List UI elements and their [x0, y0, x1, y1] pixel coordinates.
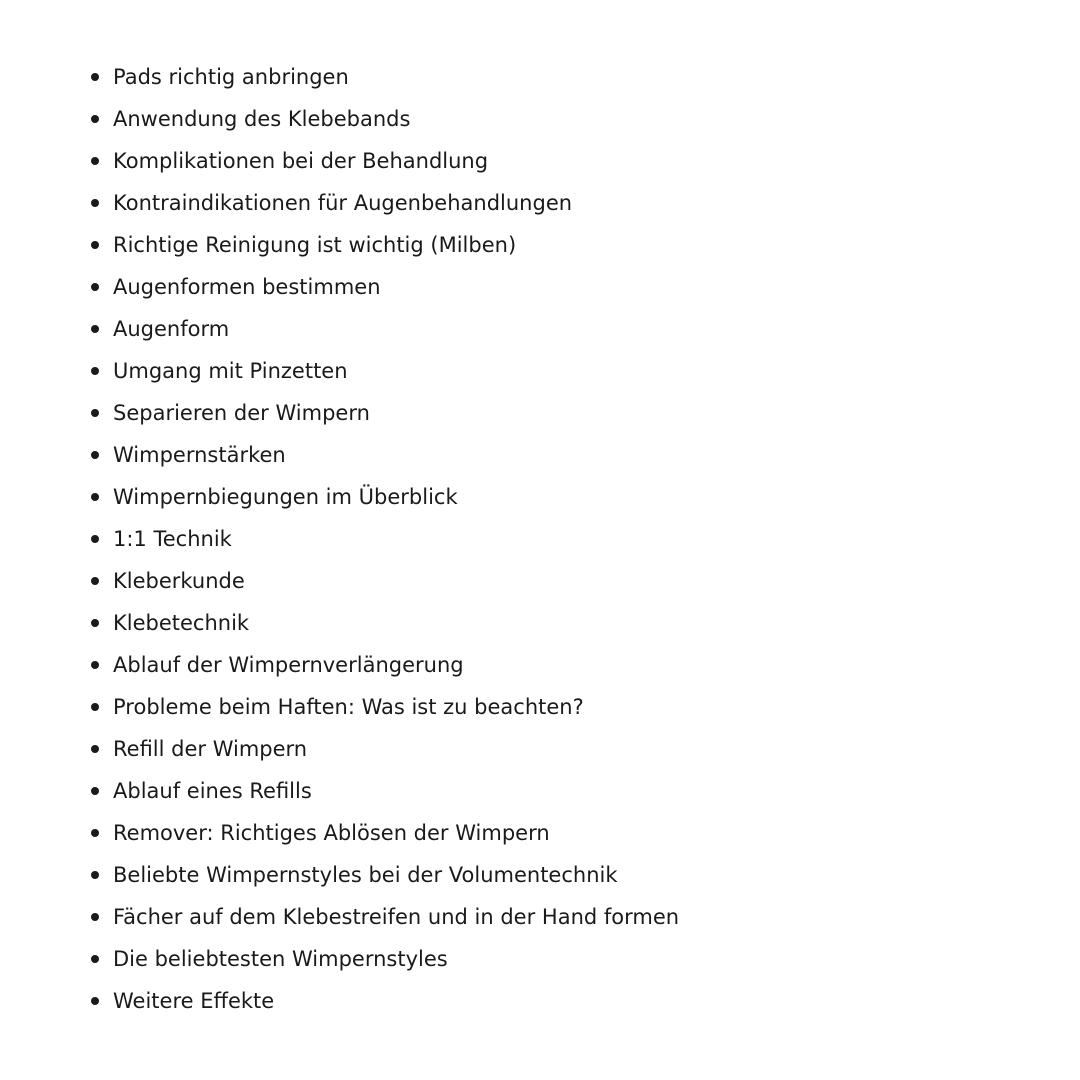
- list-item: [0, 938, 679, 980]
- list-item-text: Weitere Effekte: [113, 989, 275, 1013]
- list-item-text: Kontraindikationen für Augenbehandlungen: [113, 191, 573, 215]
- list-item-text: Wimpernstärken: [113, 443, 286, 467]
- list-item: [0, 182, 679, 224]
- list-item-text: Die beliebtesten Wimpernstyles: [113, 947, 448, 971]
- list-item: [0, 308, 679, 350]
- list-item: [0, 476, 679, 518]
- list-item-text: Beliebte Wimpernstyles bei der Volumentechnik: [113, 863, 618, 887]
- bullet-icon: [91, 703, 99, 711]
- list-item-text: Wimpernbiegungen im Überblick: [113, 485, 458, 509]
- list-item: [0, 560, 679, 602]
- list-item-text: Ablauf eines Refills: [113, 779, 312, 803]
- list-item: [0, 98, 679, 140]
- topic-list: [0, 56, 679, 1022]
- bullet-icon: [91, 745, 99, 753]
- bullet-icon: [91, 409, 99, 417]
- list-item: [0, 980, 679, 1022]
- list-item-text: Probleme beim Haften: Was ist zu beachten?: [113, 695, 584, 719]
- list-item: [0, 686, 679, 728]
- list-item-text: Umgang mit Pinzetten: [113, 359, 348, 383]
- bullet-icon: [91, 871, 99, 879]
- list-item-text: Augenformen bestimmen: [113, 275, 381, 299]
- list-item-text: Pads richtig anbringen: [113, 65, 349, 89]
- list-item: [0, 770, 679, 812]
- bullet-icon: [91, 829, 99, 837]
- bullet-icon: [91, 325, 99, 333]
- bullet-icon: [91, 787, 99, 795]
- list-item-text: Komplikationen bei der Behandlung: [113, 149, 489, 173]
- list-item-text: Kleberkunde: [113, 569, 245, 593]
- list-item-text: Remover: Richtiges Ablösen der Wimpern: [113, 821, 550, 845]
- bullet-icon: [91, 451, 99, 459]
- bullet-icon: [91, 535, 99, 543]
- bullet-icon: [91, 157, 99, 165]
- list-item: [0, 644, 679, 686]
- bullet-icon: [91, 661, 99, 669]
- list-item: [0, 266, 679, 308]
- bullet-icon: [91, 367, 99, 375]
- list-item-text: Ablauf der Wimpernverlängerung: [113, 653, 464, 677]
- list-item: [0, 728, 679, 770]
- list-item-text: Augenform: [113, 317, 230, 341]
- list-item: [0, 854, 679, 896]
- bullet-icon: [91, 73, 99, 81]
- list-item: [0, 56, 679, 98]
- bullet-icon: [91, 199, 99, 207]
- list-item-text: Refill der Wimpern: [113, 737, 308, 761]
- bullet-icon: [91, 115, 99, 123]
- list-item: [0, 224, 679, 266]
- list-item: [0, 518, 679, 560]
- list-item-text: Anwendung des Klebebands: [113, 107, 411, 131]
- list-item: [0, 140, 679, 182]
- list-item: [0, 392, 679, 434]
- list-item: [0, 434, 679, 476]
- list-item-text: Separieren der Wimpern: [113, 401, 370, 425]
- bullet-icon: [91, 619, 99, 627]
- list-item: [0, 896, 679, 938]
- list-item: [0, 812, 679, 854]
- bullet-icon: [91, 493, 99, 501]
- list-item: [0, 350, 679, 392]
- bullet-icon: [91, 913, 99, 921]
- list-item-text: Richtige Reinigung ist wichtig (Milben): [113, 233, 517, 257]
- bullet-icon: [91, 241, 99, 249]
- list-item-text: 1:1 Technik: [113, 527, 232, 551]
- list-item: [0, 602, 679, 644]
- bullet-icon: [91, 997, 99, 1005]
- bullet-icon: [91, 577, 99, 585]
- list-item-text: Klebetechnik: [113, 611, 250, 635]
- bullet-icon: [91, 283, 99, 291]
- bullet-icon: [91, 955, 99, 963]
- list-item-text: Fächer auf dem Klebestreifen und in der Hand formen: [113, 905, 680, 929]
